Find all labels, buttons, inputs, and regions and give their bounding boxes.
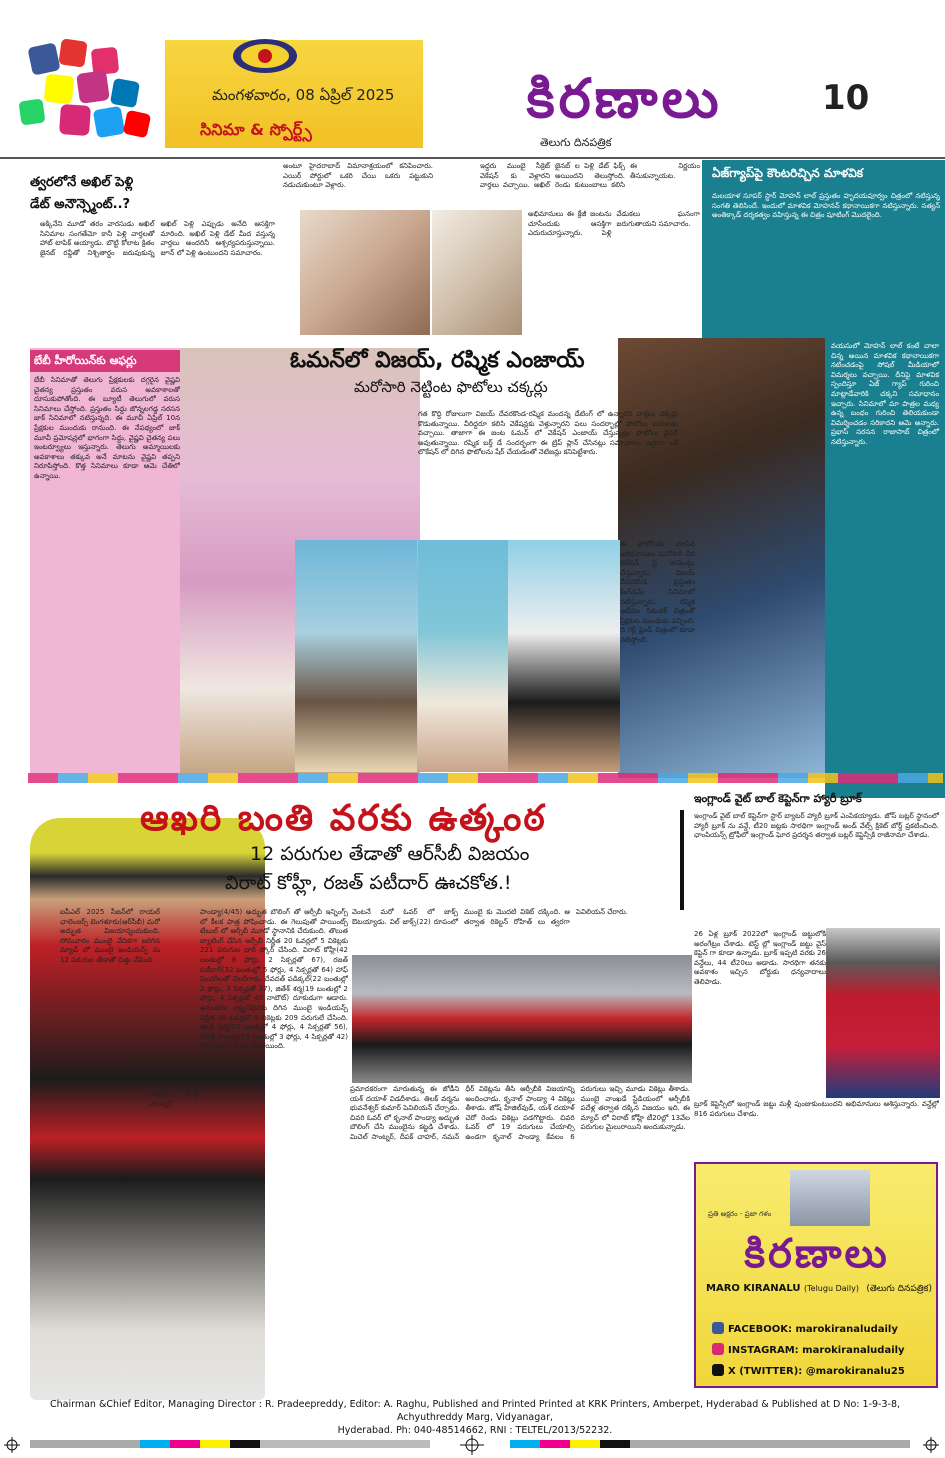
baby-article-body: బేబీ సినిమాతో తెలుగు ప్రేక్షకులకు దగ్గరైన వైష్ణవి చైతన్య ప్రస్తుతం వరుస అవకాశాలతో దూసుకుపోతోంది. ఈ బ్యూటీ తెలుగులో వరుస సినిమాలు చేస్తోంది. ప్రస్తుతం సిద్ధు జొన్నలగడ్డ సరసన జాక్ సినిమాలో నటిస్తున్నది. ఈ మూవీ ఏప్రిల్ 10న ప్రేక్షకుల ముందుకు రానుంది. ఈ నేపథ్యంలో జాక్ మూవీ ప్రమోషన్లలో భాగంగా సిద్ధు, వైష్ణవి చైతన్య పలు ఇంటర్వ్యూలు ఇస్తున్నారు. తెలుగు అమ్మాయిలకు అవకాశాలు తక్కువ అనే మాటను వైష్ణవి తప్పని నిరూపిస్తోంది. కొత్త సినిమాలు కూడా ఆమె చేతిలో ఉన్నాయి. — [34, 376, 180, 480]
rcb-subhead-2: విరాట్ కోహ్లీ, రజత్ పటీదార్ ఊచకోత.! — [225, 872, 512, 894]
ad-name — [706, 1283, 932, 1296]
rcb-article-body-3: వెంటనే మరో ఓవర్ లో జాక్స్ ఔటయ్యాడు. విల్ జాక్స్(22) రూపంలో ముంబై కు మొదటి వికెట్ దక్కింది. ఆ తర్వాత రికెల్టన్ రోహిత్ లు త్వరగా పెవిలియన్ చేరారు. — [352, 908, 628, 926]
ad-newspaper-photo — [790, 1170, 870, 1226]
rcb-article-body-5: ప్రమాదకరంగా మారుతున్న ఈ జోడీని యశ్ దయాళ్ విడదీశాడు. తిలక్ వర్మను భువనేశ్వర్ కుమార్ పెవిలియన్ చేర్చాడు. చివరి ఓవర్ లో కృనాల్ పాండ్యా అద్భుత బౌలింగ్ చేసి ముంబైను కట్టడి చేశాడు. మిచెల్ సాంట్నర్, దీపక్ చాహర్, నమన్ ధీర్ వికెట్లను తీసి ఆర్సీబీకి విజయాన్ని అందించాడు. కృనాల్ పాండ్యా 4 వికెట్లు తీశాడు. జోష్ హేజిల్‌వుడ్, యశ్ దయాళ్ చెరో రెండు వికెట్లు పడగొట్టారు. చివరి ఓవర్ లో 19 పరుగులు చేయాల్సి ఉండగా కృనాల్ పాండ్యా కేవలం 6 పరుగులు ఇచ్చి మూడు వికెట్లు తీశాడు. ముంబై వాంఖడే స్టేడియంలో ఆర్సీబీకి పదేళ్ల తర్వాత దక్కిన విజయం ఇది. ఈ మ్యాచ్ లో విరాట్ కోహ్లీ టీ20ల్లో 13వేల పరుగుల మైలురాయిని అందుకున్నాడు. — [350, 1085, 690, 1141]
instagram-icon — [712, 1343, 724, 1355]
baby-headline: బేబీ హీరోయిన్‌కు ఆఫర్లు — [30, 350, 180, 372]
akhil-article-body-3: ఇద్దరు ముంబై సీక్రెట్ వెకేషన్ కు వెళ్లారని వార్తలు వచ్చాయి. అఖిల్ జైనబ్ ల పెళ్లి డేట్ ఫిక్స్ అయిందని తెలుస్తోంది. రెండు కుటుంబాలు కలిసి ఈ నిర్ణయం తీసుకున్నాయట. — [480, 162, 700, 190]
harry-brook-article-body-3: బ్రూక్ కెప్టెన్సీలో ఇంగ్లాండ్ జట్టు మళ్లీ పుంజుకుంటుందని అభిమానులు ఆశిస్తున్నారు. వన్డేల్లో 816 పరుగులు చేశాడు. — [694, 1100, 939, 1118]
print-color-registration-strip — [0, 1432, 945, 1458]
rcb-article-body-4: బుమ్రా, బౌల్ట్, సాంట్నర్ — [150, 1090, 200, 1108]
akhil-headline-line2: డేట్ అనౌన్స్మెంట్..? — [30, 197, 131, 212]
vijay-beach-photo — [295, 540, 417, 772]
ad-logo: కిరణాలు — [744, 1231, 890, 1277]
rashmika-beach-photo — [418, 540, 508, 772]
akhil-article-body: అక్కినేని మూడో తరం వారసుడు అఖిల్ సినిమాల సంగతేమో కానీ పెళ్లి వార్తలతో హాట్ టాపిక్ అయ్యాడు. బొట్టి కోలాట క్రితం జైనబ్ రవ్డీతో నిశ్చితార్థం జరుపుకున్న అఖిల్ పెళ్లి ఎప్పుడు అనేది ఆసక్తిగా మారింది. అఖిల్ పెళ్లి డేట్ మీద వస్తున్న వార్తలు అందరినీ ఆశ్చర్యపరుస్తున్నాయి. జూన్ లో పెళ్లి ఉంటుందని సమాచారం. — [40, 220, 275, 257]
imprint-line-1: Chairman &Chief Editor, Managing Director : R. Pradeepreddy, Editor: A. Raghu, Published and Printed Printed at KRK Printers, Amberpet, Hyderabad & Published at D No: 1-9-3-8, Achyuthreddy Marg, Vidyanagar, — [49, 1399, 901, 1423]
rcb-subhead-1: 12 పరుగుల తేడాతో ఆర్‌సీబీ విజయం — [250, 843, 530, 865]
rashmika-selfie-photo — [508, 540, 620, 772]
ad-facebook-text: FACEBOOK: marokiranaludaily — [728, 1324, 898, 1335]
ad-tagline: ప్రతి అక్షరం - ప్రజా గళం — [708, 1210, 772, 1218]
vijay-rashmika-article-body-2: ఈ ఫొటోలను చూసిన అభిమానులు మరోసారి వీరి రిలేషన్ పై కామెంట్లు చేస్తున్నారు. విజయ్ దేవరకొండ ప్రస్తుతం కింగ్‌డమ్ సినిమాలో నటిస్తున్నారు. రష్మిక ఇటీవల సికందర్ చిత్రంతో ప్రేక్షకుల ముందుకు వచ్చింది. ది గర్ల్ ఫ్రెండ్ చిత్రంలో కూడా నటిస్తోంది. — [620, 540, 695, 644]
harry-brook-article-body-2: 26 ఏళ్ల బ్రూక్ 2022లో ఇంగ్లాండ్ జట్టులోకి అరంగేట్రం చేశాడు. టెస్ట్ ల్లో ఇంగ్లాండ్ జట్టు వైస్ కెప్టెన్ గా కూడా ఉన్నాడు. బ్రూక్ ఇప్పటి వరకు 26 వన్డేలు, 44 టీ20లు ఆడాడు. సారథిగా తనకు అవకాశం ఇచ్చిన బోర్డుకు ధన్యవాదాలు తెలిపాడు. — [694, 930, 826, 986]
harry-brook-article-body: ఇంగ్లాండ్ వైట్ బాల్ కెప్టెన్‌గా స్టార్ బ్యాటర్ హ్యారీ బ్రూక్ ఎంపికయ్యాడు. జోస్ బట్లర్ స్థానంలో హ్యారీ బ్రూక్ ను వన్డే, టీ20 జట్లకు సారథిగా ఇంగ్లాండ్ అండ్ వేల్స్ క్రికెట్ బోర్డ్ ప్రకటించింది. ఛాంపియన్స్ ట్రోఫీలో ఇంగ్లాండ్ ఘోర ప్రదర్శన తర్వాత బట్లర్ కెప్టెన్సీకి రాజీనామా చేశాడు. — [694, 812, 939, 840]
harry-brook-photo — [826, 928, 940, 1098]
vijay-rashmika-article-body: గత కొద్ది రోజులుగా విజయ్ దేవరకొండ-రష్మిక మందన్న డేటింగ్ లో ఉన్నారని వార్తలు చక్కర్లు కొడుతున్నాయి. వీరిద్దరూ కలిసి వెకేషన్లకు వెళ్తున్నారని పలు సందర్భాల్లో ఫొటోలు బయటకు వచ్చాయి. తాజాగా ఈ జంట ఓమన్ లో వెకేషన్ ఎంజాయ్ చేస్తున్నట్లు ఫొటోలు వైరల్ అవుతున్నాయి. రష్మిక బర్త్ డే సందర్భంగా ఈ ట్రిప్ ప్లాన్ చేసినట్లు సమాచారం. ఇద్దరూ ఒకే లొకేషన్ లో దిగిన ఫొటోలను షేర్ చేయడంతో నెటిజన్లు కనిపెట్టేశారు. — [418, 410, 678, 457]
rcb-team-celebration-photo — [352, 955, 692, 1083]
social-media-collage — [0, 0, 165, 158]
akhil-couple-photo-1 — [300, 210, 430, 335]
harry-brook-headline: ఇంగ్లాండ్ వైట్ బాల్ కెప్టెన్‌గా హ్యారీ బ్రూక్ — [694, 792, 862, 805]
akhil-headline — [30, 172, 133, 216]
ad-facebook-row[interactable] — [712, 1322, 898, 1335]
vijay-rashmika-headline: ఓమన్‌లో విజయ్, రష్మిక ఎంజాయ్ — [290, 348, 585, 373]
ad-twitter-row[interactable] — [712, 1364, 905, 1377]
imprint-line-2: Hyderabad. Ph: 040-48514662, RNI : TELTEL/2013/52232. — [337, 1425, 613, 1436]
akhil-couple-photo-2 — [432, 210, 522, 335]
rcb-headline: ఆఖరి బంతి వరకు ఉత్కంఠ — [140, 798, 547, 839]
vijay-rashmika-subhead: మరోసారి నెట్టింట ఫొటోలు చక్కర్లు — [354, 378, 548, 396]
newspaper-subtitle: తెలుగు దినపత్రిక — [540, 136, 612, 149]
rcb-article-body-1: ఐపీఎల్ 2025 సీజన్‌లో రాయల్ ఛాలెంజర్స్ బెంగళూరు(ఆర్‌సీబీ) మరో అద్భుత విజయాన్నందుకుంది. సోమవారం ముంబై వేదికగా జరిగిన మ్యాచ్ లో ముంబై ఇండియన్స్ ను 12 పరుగుల తేడాతో చిత్తు చేసింది. — [60, 908, 160, 964]
malavika-article-body-2: వయసులో మోహన్ లాల్ కంటే చాలా చిన్న అయిన మాళవిక కథానాయికగా నటించడంపై సోషల్ మీడియాలో విమర్శలు వచ్చాయి. దీనిపై మాళవిక స్పందిస్తూ ఏజ్ గ్యాప్ గురించి మాట్లాడేవారికి చక్కని సమాధానం ఇచ్చారు. సినిమాలో మా పాత్రల మధ్య ఉన్న బంధం గురించి తెలియకుండా విమర్శించడం సరికాదని ఆమె అన్నారు. ప్రభాస్ సరసన రాజాసాబ్ చిత్రంలో నటిస్తున్నారు. — [825, 338, 945, 798]
color-stripe-divider — [28, 773, 943, 783]
akhil-article-body-2: అంటూ హైదరాబాద్ విమానాశ్రయంలో కనిపించారు. ఎయిర్ పోర్టులో ఒకరి చేయి ఒకరు పట్టుకుని నడుచుకుంటూ వెళ్లారు. — [283, 162, 433, 190]
cinema-sports-emblem — [230, 36, 300, 76]
akhil-article-body-4: అభిమానులు ఈ క్రేజీ జంటను చూసేందుకు ఆసక్తిగా ఎదురుచూస్తున్నారు. పెళ్లి వేడుకలు ఘనంగా జరుగుతాయని సమాచారం. — [528, 210, 700, 238]
ad-instagram-text: INSTAGRAM: marokiranaludaily — [728, 1345, 905, 1356]
malavika-article-body: మలయాళ సూపర్ స్టార్ మోహన్ లాల్ ప్రస్తుతం హృదయపూర్వం చిత్రంలో నటిస్తున్న సంగతి తెలిసిందే. ఇందులో మాళవిక మోహనన్ కథానాయికగా నటిస్తున్నారు. సత్యన్ అంతిక్కాడ్ దర్శకత్వం వహిస్తున్న ఈ చిత్రం షూటింగ్ మొదలైంది. — [712, 192, 940, 220]
ad-logo-sub: (తెలుగు దినపత్రిక) — [866, 1284, 932, 1294]
masthead-divider — [0, 157, 945, 159]
ad-name-sub: (Telugu Daily) — [804, 1284, 859, 1293]
malavika-headline: ఏజ్‌గ్యాప్‌పై కౌంటరిచ్చిన మాళవిక — [712, 166, 864, 180]
page-number: 10 — [822, 78, 870, 118]
harry-brook-accent-bar — [680, 810, 684, 910]
akhil-headline-line1: త్వరలోనే అఖిల్ పెళ్లి — [30, 175, 134, 190]
section-title: సినిమా & స్పోర్ట్స్ — [200, 120, 312, 139]
ad-twitter-text: X (TWITTER): @marokiranalu25 — [728, 1366, 905, 1377]
rcb-article-body-2: పాండ్యా(4/45) అద్భుత బౌలింగ్ తో ఆర్సీబీ ఇన్నింగ్స్ లో కీలక పాత్ర పోషించాడు. ఈ గెలుపుతో పాయింట్స్ టేబుల్ లో ఆర్సీబీ మూడో స్థానానికి చేరుకుంది. తొలుత బ్యాటింగ్ చేసిన ఆర్సీబీ నిర్ణీత 20 ఓవర్లలో 5 వికెట్లకు 221 పరుగుల భారీ స్కోర్ చేసింది. విరాట్ కోహ్లీ(42 బంతుల్లో 8 ఫోర్లు, 2 సిక్సర్లతో 67), రజత్ పటీదార్(32 బంతుల్లో 5 ఫోర్లు, 4 సిక్సర్లతో 64) హాఫ్ సెంచరీలతో చెలరేగారు. దేవదత్ పడిక్కల్(22 బంతుల్లో 2 ఫోర్లు, 3 సిక్సర్లతో 37), జితేశ్ శర్మ(19 బంతుల్లో 2 ఫోర్లు, 4 సిక్సర్లతో 40 నాటౌట్) దూకుడుగా ఆడారు. అనంతరం లక్ష్యచేధనకు దిగిన ముంబై ఇండియన్స్ నిర్ణీత 20 ఓవర్లలో 9 వికెట్లకు 209 పరుగులే చేసింది. తిలక్ వర్మ(29 బంతుల్లో 4 ఫోర్లు, 4 సిక్సర్లతో 56), హార్దిక్ పాండ్యా(15 బంతుల్లో 3 ఫోర్లు, 4 సిక్సర్లతో 42) పోరాడినా ఫలితం లేకపోయింది. — [200, 908, 348, 1051]
facebook-icon — [712, 1322, 724, 1334]
ad-name-text: MARO KIRANALU — [706, 1283, 801, 1294]
x-twitter-icon — [712, 1364, 724, 1376]
issue-date: మంగళవారం, 08 ఏప్రిల్ 2025 — [212, 86, 395, 104]
newspaper-logo: కిరణాలు — [526, 67, 723, 130]
ad-instagram-row[interactable] — [712, 1343, 905, 1356]
